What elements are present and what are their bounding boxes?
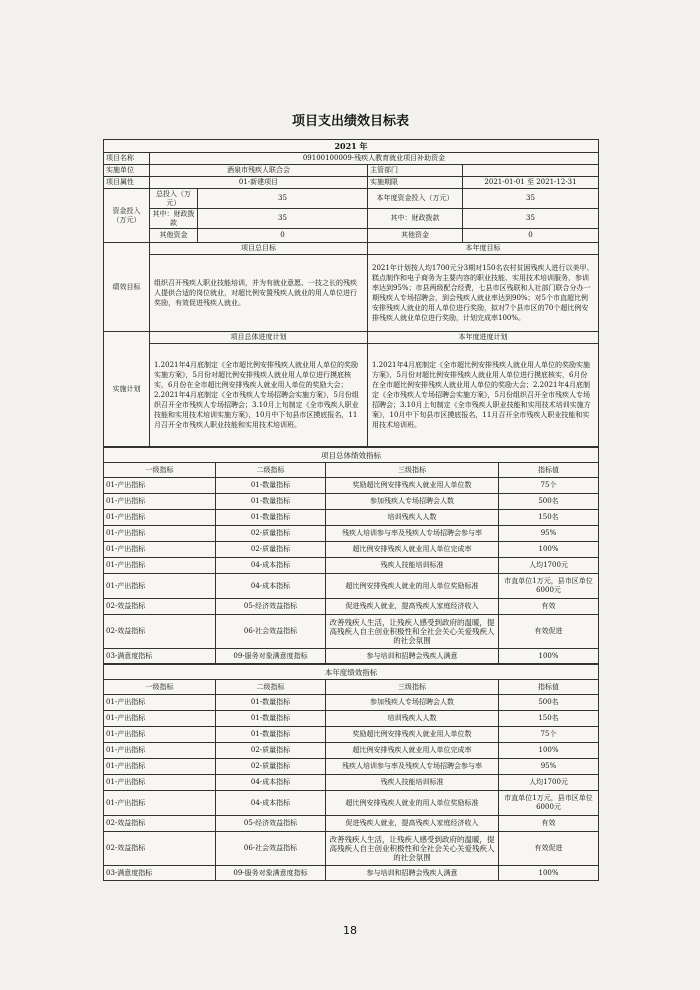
year-indicator-cell: 参与培训和招聘会残疾人满意: [326, 866, 499, 881]
funds-fiscal-label: 其中：财政拨款: [150, 209, 198, 229]
project-name: 09100100009-残疾人教育就业项目补助资金: [150, 153, 599, 165]
period-label: 实施期限: [368, 177, 463, 189]
table-row: [104, 478, 599, 494]
total-indicator-cell: 04-成本指标: [216, 574, 326, 599]
total-indicator-cell: 残疾人培训参与率及残疾人专场招聘会参与率: [326, 526, 499, 542]
year-indicator-cell: 09-服务对象满意度指标: [216, 866, 326, 881]
year-indicator-cell: 改善残疾人生活，让残疾人感受到政府的温暖，提高残疾人自主创业积极性和全社会关心关爱残疾人的社会氛围: [326, 832, 499, 866]
year-indicator-header: 本年度绩效指标: [104, 665, 599, 680]
total-indicator-cell: 01-产出指标: [104, 510, 216, 526]
year-indicator-cell: 01-数量指标: [216, 695, 326, 711]
dept-label: 主管部门: [368, 165, 463, 177]
funds-year: 35: [463, 189, 599, 209]
year-indicator-column-header: 一级指标: [104, 680, 216, 695]
year-indicator-cell: 02-质量指标: [216, 743, 326, 759]
goals-label: 绩效目标: [104, 243, 150, 332]
table-row: [104, 558, 599, 574]
funds-year-fiscal: 35: [463, 209, 599, 229]
plan-total-text: 1.2021年4月底制定《全市超比例安排残疾人就业用人单位的奖励实施方案》，5月份对超比例安排残疾人就业用人单位进行摸底核实，6月份在全市超比例安排残疾人就业用人单位的奖励大会；2.2021年4月底制定《全市残疾人专场招聘会实施方案》，5月份组织召开全市残疾人专场招聘会；3.10月上旬制定《全市残疾人职业技能和实用技术培训实施方案》，10月中下旬县市区摸底报名，11月召开全市残疾人职业技能和实用技术培训班。: [150, 344, 368, 447]
total-indicator-cell: 100%: [499, 542, 599, 558]
year-indicator-cell: 培训残疾人人数: [326, 711, 499, 727]
total-indicator-cell: 02-效益指标: [104, 599, 216, 615]
goals-total-header: 项目总目标: [150, 243, 368, 255]
year-indicator-cell: 01-数量指标: [216, 727, 326, 743]
table-row: [104, 711, 599, 727]
year-indicator-cell: 100%: [499, 866, 599, 881]
total-indicator-cell: 95%: [499, 526, 599, 542]
total-indicator-column-header: 二级指标: [216, 463, 326, 478]
year-indicator-cell: 06-社会效益指标: [216, 832, 326, 866]
plan-label: 实施计划: [104, 332, 150, 447]
total-indicator-cell: 参加残疾人专场招聘会人数: [326, 494, 499, 510]
total-indicator-cell: 02-质量指标: [216, 542, 326, 558]
funds-year-label: 本年度资金投入（万元）: [368, 189, 463, 209]
total-indicator-cell: 改善残疾人生活，让残疾人感受到政府的温暖，提高残疾人自主创业积极性和全社会关心关爱残疾人的社会氛围: [326, 615, 499, 649]
table-row: [104, 759, 599, 775]
table-row: [104, 599, 599, 615]
plan-year-header: 本年度进度计划: [368, 332, 599, 344]
funds-total-label: 总投入（万元）: [150, 189, 198, 209]
total-indicator-cell: 500名: [499, 494, 599, 510]
plan-total-header: 项目总体进度计划: [150, 332, 368, 344]
table-row: [104, 743, 599, 759]
total-indicator-cell: 01-数量指标: [216, 494, 326, 510]
table-row: [104, 866, 599, 881]
total-indicator-cell: 09-服务对象满意度指标: [216, 649, 326, 664]
table-row: [104, 526, 599, 542]
year-indicator-cell: 促进残疾人就业，提高残疾人家庭经济收入: [326, 816, 499, 832]
year-indicator-column-header: 三级指标: [326, 680, 499, 695]
dept-value: [463, 165, 599, 177]
table-row: [104, 510, 599, 526]
table-row: [104, 542, 599, 558]
total-indicator-cell: 促进残疾人就业，提高残疾人家庭经济收入: [326, 599, 499, 615]
table-row: [104, 727, 599, 743]
total-indicator-cell: 超比例安排残疾人就业的用人单位奖励标准: [326, 574, 499, 599]
info-table: [103, 139, 599, 447]
year-indicator-cell: 04-成本指标: [216, 775, 326, 791]
year-indicator-cell: 残疾人技能培训标准: [326, 775, 499, 791]
attr-value: 01-新建项目: [150, 177, 368, 189]
year-indicator-cell: 95%: [499, 759, 599, 775]
funds-fiscal: 35: [198, 209, 368, 229]
year-indicator-column-header: 指标值: [499, 680, 599, 695]
table-row: [104, 832, 599, 866]
total-indicator-cell: 人均1700元: [499, 558, 599, 574]
table-row: [104, 775, 599, 791]
year-indicator-cell: 有效促进: [499, 832, 599, 866]
year-header: 2021 年: [104, 140, 599, 153]
funds-year-other-label: 其他资金: [368, 229, 463, 243]
total-indicator-cell: 150名: [499, 510, 599, 526]
year-indicator-cell: 01-产出指标: [104, 791, 216, 816]
total-indicator-cell: 有效: [499, 599, 599, 615]
total-indicator-column-header: 一级指标: [104, 463, 216, 478]
total-indicator-cell: 超比例安排残疾人就业用人单位完成率: [326, 542, 499, 558]
total-indicator-cell: 残疾人技能培训标准: [326, 558, 499, 574]
funds-label: 资金投入（万元）: [104, 189, 150, 243]
year-indicator-cell: 01-产出指标: [104, 695, 216, 711]
funds-other-label: 其他资金: [150, 229, 198, 243]
total-indicator-cell: 参与培训和招聘会残疾人满意: [326, 649, 499, 664]
table-row: [104, 791, 599, 816]
year-indicator-cell: 市直单位1万元，县市区单位6000元: [499, 791, 599, 816]
page-title: 项目支出绩效目标表: [291, 114, 409, 129]
total-indicator-cell: 培训残疾人人数: [326, 510, 499, 526]
unit-value: 酒泉市残疾人联合会: [150, 165, 368, 177]
total-indicator-cell: 奖励超比例安排残疾人就业用人单位数: [326, 478, 499, 494]
total-indicator-cell: 01-产出指标: [104, 542, 216, 558]
total-indicator-cell: 100%: [499, 649, 599, 664]
year-indicator-cell: 500名: [499, 695, 599, 711]
year-indicator-cell: 有效: [499, 816, 599, 832]
total-indicator-cell: 03-满意度指标: [104, 649, 216, 664]
total-indicator-header: 项目总体绩效指标: [104, 448, 599, 463]
total-indicator-cell: 01-产出指标: [104, 478, 216, 494]
year-indicator-cell: 02-效益指标: [104, 832, 216, 866]
plan-year-text: 1.2021年4月底制定《全市超比例安排残疾人就业用人单位的奖励实施方案》，5月份对超比例安排残疾人就业用人单位进行摸底核实，6月份在全市超比例安排残疾人就业用人单位的奖励大会；2.2021年4月底制定《全市残疾人专场招聘会实施方案》，5月份组织召开全市残疾人专场招聘会；3.10月上旬制定《全市残疾人职业技能和实用技术培训实施方案》，10月中下旬县市区摸底报名，11月召开全市残疾人职业技能和实用技术培训班。: [368, 344, 599, 447]
year-indicator-cell: 75个: [499, 727, 599, 743]
funds-year-other: 0: [463, 229, 599, 243]
year-indicator-cell: 人均1700元: [499, 775, 599, 791]
goals-year-header: 本年度目标: [368, 243, 599, 255]
year-indicator-cell: 02-效益指标: [104, 816, 216, 832]
year-indicator-cell: 01-产出指标: [104, 711, 216, 727]
table-row: [104, 615, 599, 649]
total-indicator-cell: 01-产出指标: [104, 526, 216, 542]
year-indicator-cell: 超比例安排残疾人就业的用人单位奖励标准: [326, 791, 499, 816]
total-indicator-cell: 04-成本指标: [216, 558, 326, 574]
total-indicator-cell: 75个: [499, 478, 599, 494]
year-indicator-cell: 奖励超比例安排残疾人就业用人单位数: [326, 727, 499, 743]
total-indicator-cell: 市直单位1万元，县市区单位6000元: [499, 574, 599, 599]
year-indicator-cell: 02-质量指标: [216, 759, 326, 775]
total-indicator-cell: 01-产出指标: [104, 574, 216, 599]
total-indicator-cell: 05-经济效益指标: [216, 599, 326, 615]
year-indicator-cell: 残疾人培训参与率及残疾人专场招聘会参与率: [326, 759, 499, 775]
year-indicator-cell: 03-满意度指标: [104, 866, 216, 881]
year-indicator-column-header: 二级指标: [216, 680, 326, 695]
table-row: [104, 574, 599, 599]
table-row: [104, 649, 599, 664]
year-indicator-cell: 150名: [499, 711, 599, 727]
goals-total-text: 组织召开残疾人职业技能培训，并为有就业意愿、一技之长的残疾人提供合适的岗位就业，对超比例安置残疾人就业的用人单位进行奖励，有效促进残疾人就业。: [150, 255, 368, 332]
total-indicator-cell: 01-数量指标: [216, 478, 326, 494]
total-indicator-cell: 01-产出指标: [104, 494, 216, 510]
year-indicator-cell: 超比例安排残疾人就业用人单位完成率: [326, 743, 499, 759]
document-page: [103, 105, 598, 881]
unit-label: 实施单位: [104, 165, 150, 177]
total-indicators-table: [103, 447, 599, 664]
total-indicator-cell: 01-数量指标: [216, 510, 326, 526]
total-indicator-column-header: 指标值: [499, 463, 599, 478]
table-row: [104, 695, 599, 711]
total-indicator-cell: 06-社会效益指标: [216, 615, 326, 649]
year-indicator-cell: 参加残疾人专场招聘会人数: [326, 695, 499, 711]
year-indicator-cell: 04-成本指标: [216, 791, 326, 816]
period-value: 2021-01-01 至 2021-12-31: [463, 177, 599, 189]
attr-label: 项目属性: [104, 177, 150, 189]
project-name-label: 项目名称: [104, 153, 150, 165]
table-row: [104, 816, 599, 832]
total-indicator-cell: 有效促进: [499, 615, 599, 649]
year-indicator-cell: 01-数量指标: [216, 711, 326, 727]
total-indicator-cell: 02-质量指标: [216, 526, 326, 542]
table-row: [104, 494, 599, 510]
year-indicator-cell: 01-产出指标: [104, 775, 216, 791]
funds-other: 0: [198, 229, 368, 243]
funds-year-fiscal-label: 其中：财政拨款: [368, 209, 463, 229]
year-indicator-cell: 100%: [499, 743, 599, 759]
goals-year-text: 2021年计划按人均1700元分3期对150名农村贫困残疾人进行以美甲、糕点制作和电子商务为主要内容的职业技能、实用技术培训服务，参训率达到95%；市县两级配合经费，七县市区残联和人社部门联合分办一期残疾人专场招聘会，到会残疾人就业率达到90%；对5个市直超比例安排残疾人就业的用人单位进行奖励，拟对7个县市区的70个超比例安排残疾人就业单位进行奖励，计划完成率100%。: [368, 255, 599, 332]
year-indicators-table: [103, 664, 599, 881]
year-indicator-cell: 05-经济效益指标: [216, 816, 326, 832]
year-indicator-cell: 01-产出指标: [104, 727, 216, 743]
total-indicator-cell: 02-效益指标: [104, 615, 216, 649]
year-indicator-cell: 01-产出指标: [104, 759, 216, 775]
funds-total: 35: [198, 189, 368, 209]
page-number: 18: [343, 924, 357, 937]
year-indicator-cell: 01-产出指标: [104, 743, 216, 759]
total-indicator-cell: 01-产出指标: [104, 558, 216, 574]
total-indicator-column-header: 三级指标: [326, 463, 499, 478]
